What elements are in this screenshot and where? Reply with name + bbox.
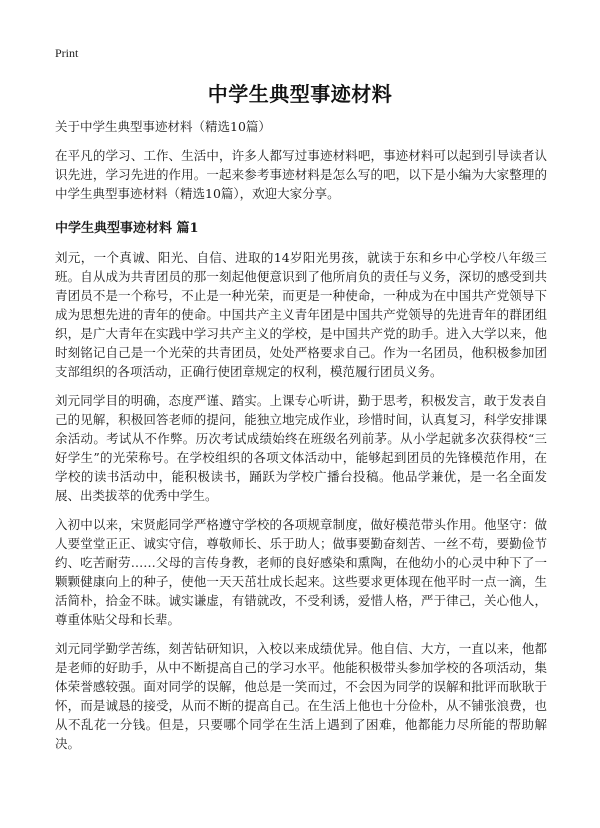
article-subtitle: 关于中学生典型事迹材料（精选10篇） (55, 119, 271, 134)
body-paragraph-4: 刘元同学勤学苦练，刻苦钻研知识，入校以来成绩优异。他自信、大方，一直以来，他都是老师的好助手，从中不断提高自己的学习水平。他能积极带头参加学校的各项活动，集体荣誉感较强。面对同学的误解，他总是一笑而过，不会因为同学的误解和批评而耿耿于怀，而是诚恳的接受，从而不断的提高自己。在生活上他也十分俭朴，从不铺张浪费，也从不乱花一分钱。但是，只要哪个同学在生活上遇到了困难，他都能力尽所能的帮助解决。 (55, 641, 547, 751)
body-paragraph-2: 刘元同学目的明确，态度严谨、踏实。上课专心听讲，勤于思考，积极发言，敢于发表自己的见解，积极回答老师的提问，能独立地完成作业，珍惜时间，认真复习，科学安排课余活动。考试从不作弊。历次考试成绩始终在班级名列前茅。从小学起就多次获得校“三好学生”的光荣称号。在学校组织的各项文体活动中，能够起到团员的先锋模范作用，在学校的读书活动中，能积极读书，踊跃为学校广播台投稿。他品学兼优，是一名全面发展、出类拔萃的优秀中学生。 (55, 393, 547, 503)
article-body (55, 117, 547, 763)
body-paragraph-3: 入初中以来，宋贤彪同学严格遵守学校的各项规章制度，做好模范带头作用。他坚守：做人要堂堂正正、诚实守信，尊敬师长、乐于助人；做事要勤奋刻苦、一丝不苟，要勤俭节约、吃苦耐劳……父母的言传身教，老师的良好感染和熏陶，在他幼小的心灵中种下了一颗颗健康向上的种子，使他一天天茁壮成长起来。这些要求更体现在他平时一点一滴，生活简朴，拾金不昧。诚实谦虚，有错就改，不受利诱，爱惜人格，严于律己，关心他人，尊重体贴父母和长辈。 (55, 517, 547, 627)
body-paragraph-1: 刘元，一个真诚、阳光、自信、进取的14岁阳光男孩，就读于东和乡中心学校八年级三班。自从成为共青团员的那一刻起他便意识到了他所肩负的责任与义务，深切的感受到共青团员不是一个称号，不止是一种光荣，而更是一种使命，一种成为在中国共产党领导下成为思想先进的青年的使命。中国共产主义青年团是中国共产党领导的先进青年的群团组织，是广大青年在实践中学习共产主义的学校，是中国共产党的助手。进入大学以来，他时刻铭记自己是一个光荣的共青团员，处处严格要求自己。作为一名团员，他积极参加团支部组织的各项活动，正确行使团章规定的权利，模范履行团员义务。 (55, 250, 547, 379)
page-title: 中学生典型事迹材料 (207, 82, 393, 106)
intro-paragraph: 在平凡的学习、工作、生活中，许多人都写过事迹材料吧，事迹材料可以起到引导读者认识先进，学习先进的作用。一起来参考事迹材料是怎么写的吧，以下是小编为大家整理的中学生典型事迹材料（精选10篇），欢迎大家分享。 (55, 148, 547, 201)
print-link[interactable]: Print (55, 46, 79, 60)
section-heading: 中学生典型事迹材料 篇1 (55, 221, 199, 236)
